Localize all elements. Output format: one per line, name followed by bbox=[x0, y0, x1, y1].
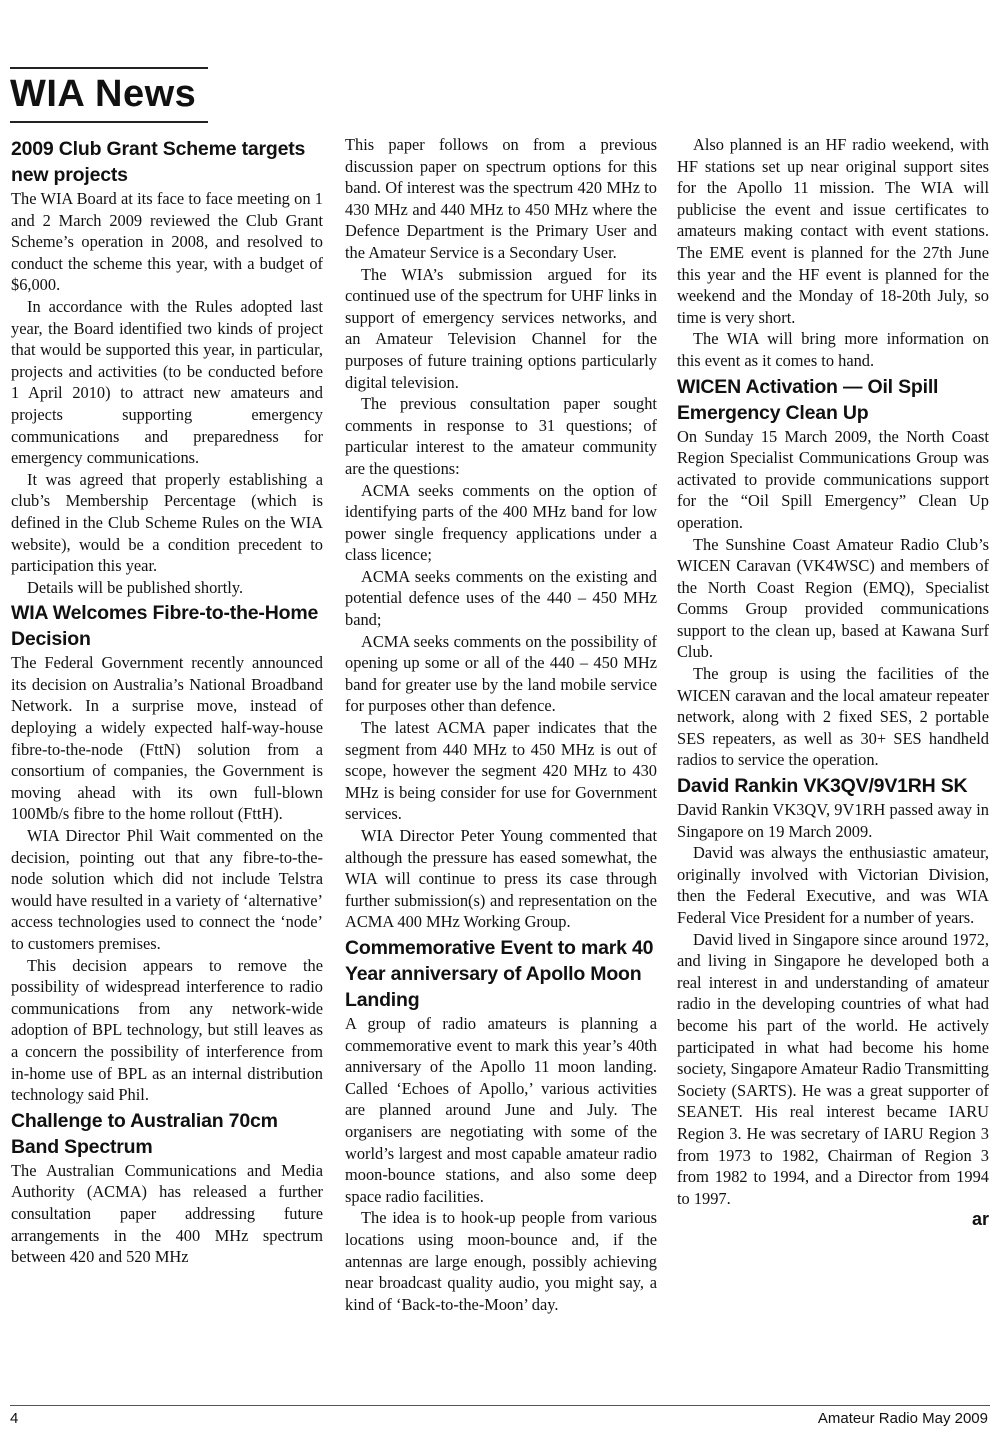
paragraph: WIA Director Phil Wait commented on the decision, pointing out that any fibre-to-the-node solution which did not include Telstra would have resulted in a variety of ‘alternative’ access technologies used to connect the ‘node’ to customers premises. bbox=[11, 826, 323, 953]
article-title-fibre: WIA Welcomes Fibre-to-the-Home Decision bbox=[11, 602, 319, 651]
paragraph: The latest ACMA paper indicates that the segment from 440 MHz to 450 MHz is out of scope, however the segment 420 MHz to 430 MHz is being consider for use for Government services. bbox=[345, 718, 657, 824]
article-title-challenge: Challenge to Australian 70cm Band Spectrum bbox=[11, 1109, 278, 1158]
paragraph: Also planned is an HF radio weekend, with HF stations set up near original support sites for the Apollo 11 mission. The WIA will publicise the event and issue certificates to amateurs making contact with event stations. The EME event is planned for the 27th June this year and the HF event is planned for the weekend and the Monday of 18-20th July, so time is very short. bbox=[677, 135, 989, 327]
paragraph: A group of radio amateurs is planning a commemorative event to mark this year’s 40th anniversary of the Apollo 11 moon landing. Called ‘Echoes of Apollo,’ various activities are planned around June and July. The organisers are negotiating with some of the world’s largest and most capable amateur radio moon-bounce stations, and also some deep space radio facilities. bbox=[345, 1013, 657, 1206]
paragraph: The Sunshine Coast Amateur Radio Club’s WICEN Caravan (VK4WSC) and members of the North Coast Region (EMQ), Specialist Comms Group provided communications support to the clean up, based at Kawana Surf Club. bbox=[677, 534, 989, 662]
paragraph: The WIA will bring more information on this event as it comes to hand. bbox=[677, 329, 989, 370]
paragraph: The Federal Government recently announced its decision on Australia’s National Broadband Network. In a surprise move, instead of deploying a widely expected half-way-house fibre-to-the-node (FttN) solution from a consortium of companies, the Government is moving ahead with its own full-blown 100Mb/s fibre to the home rollout (FttH). bbox=[11, 653, 323, 824]
column-3 bbox=[677, 134, 989, 1396]
paragraph: On Sunday 15 March 2009, the North Coast Region Specialist Communications Group was activated to provide communications support for the “Oil Spill Emergency” Clean Up operation. bbox=[677, 426, 989, 532]
article-title-rankin: David Rankin VK3QV/9V1RH SK bbox=[677, 775, 968, 798]
paragraph: It was agreed that properly establishing a club’s Membership Percentage (which is defined in the Club Scheme Rules on the WIA website), would be a condition precedent to participation this year. bbox=[11, 469, 323, 576]
masthead-title: WIA News bbox=[10, 73, 197, 115]
paragraph: The previous consultation paper sought comments in response to 31 questions; of particular interest to the amateur community are the questions: bbox=[345, 394, 657, 478]
paragraph: The WIA’s submission argued for its continued use of the spectrum for UHF links in support of emergency services networks, and an Amateur Television Channel for the purposes of future training options particularly digital television. bbox=[345, 264, 657, 392]
article-title-club-grant: 2009 Club Grant Scheme targets new projects bbox=[11, 138, 306, 186]
paragraph: David Rankin VK3QV, 9V1RH passed away in Singapore on 19 March 2009. bbox=[677, 800, 989, 841]
paragraph: The WIA Board at its face to face meeting on 1 and 2 March 2009 reviewed the Club Grant Scheme’s operation in 2008, and resolved to conduct the scheme this year, with a budget of $6,000. bbox=[11, 189, 323, 295]
footer-rule bbox=[10, 1405, 990, 1406]
paragraph: The group is using the facilities of the WICEN caravan and the local amateur repeater network, along with 2 fixed SES, 2 portable SES repeaters, as well as 30+ SES handheld radios to service the operation. bbox=[677, 664, 989, 770]
paragraph: David lived in Singapore since around 1972, and living in Singapore he developed both a real interest in and understanding of amateur radio in the developing countries of what had become his part of the world. He actively participated in what had become his home society, Singapore Amateur Radio Transmitting Society (SARTS). He was a great supporter of SEANET. His real interest became IARU Region 3. He was secretary of IARU Region 3 from 1973 to 1982, Chairman of Region 3 from 1982 to 1994, and a Director from 1994 to 1997. bbox=[677, 929, 989, 1208]
paragraph: In accordance with the Rules adopted last year, the Board identified two kinds of project that would be supported this year, in particular, projects and activities (to be conducted before 1 April 2010) to attract new amateurs and projects supporting emergency communications and preparedness for emergency communications. bbox=[11, 296, 323, 468]
column-1 bbox=[11, 134, 323, 1396]
paragraph: Details will be published shortly. bbox=[27, 577, 244, 597]
page-number: 4 bbox=[10, 1410, 19, 1427]
masthead-underline bbox=[10, 121, 208, 123]
paragraph: This paper follows on from a previous discussion paper on spectrum options for this band. Of interest was the spectrum 420 MHz to 430 MHz and 440 MHz to 450 MHz where the Defence Department is the Primary User and the Amateur Service is a Secondary User. bbox=[345, 135, 657, 262]
paragraph: David was always the enthusiastic amateur, originally involved with Victorian Division, then the Federal Executive, and was WIA Federal Vice President for a number of years. bbox=[677, 843, 989, 927]
paragraph: This decision appears to remove the possibility of widespread interference to radio communications from any network-wide adoption of BPL technology, but still leaves as a concern the possibility of interference from in-home use of BPL as an internal distribution technology said Phil. bbox=[11, 955, 323, 1105]
paragraph: ACMA seeks comments on the existing and potential defence uses of the 440 – 450 MHz band; bbox=[345, 566, 657, 630]
paragraph: The Australian Communications and Media Authority (ACMA) has released a further consultation paper addressing future arrangements in the 400 MHz spectrum between 420 and 520 MHz bbox=[11, 1160, 323, 1267]
paragraph: ACMA seeks comments on the option of identifying parts of the 400 MHz band for low power single frequency applications under a class licence; bbox=[345, 480, 657, 565]
paragraph: ACMA seeks comments on the possibility of opening up some or all of the 440 – 450 MHz band for greater use by the land mobile service for purposes other than defence. bbox=[345, 631, 657, 716]
paragraph: The idea is to hook-up people from various locations using moon-bounce and, if the antennas are large enough, possibly achieving near broadcast quality audio, you might say, a kind of ‘Back-to-the-Moon’ day. bbox=[345, 1208, 657, 1314]
article-title-apollo: Commemorative Event to mark 40 Year anniversary of Apollo Moon Landing bbox=[345, 936, 654, 1011]
column-2 bbox=[345, 134, 657, 1396]
article-end-mark: ar bbox=[971, 1209, 989, 1230]
article-title-wicen: WICEN Activation — Oil Spill Emergency Clean Up bbox=[677, 375, 939, 424]
magazine-issue: Amateur Radio May 2009 bbox=[817, 1410, 988, 1427]
masthead-top-rule bbox=[10, 67, 208, 69]
paragraph: WIA Director Peter Young commented that although the pressure has eased somewhat, the WIA will continue to press its case through further submission(s) and representation on the ACMA 400 MHz Working Group. bbox=[345, 826, 657, 932]
